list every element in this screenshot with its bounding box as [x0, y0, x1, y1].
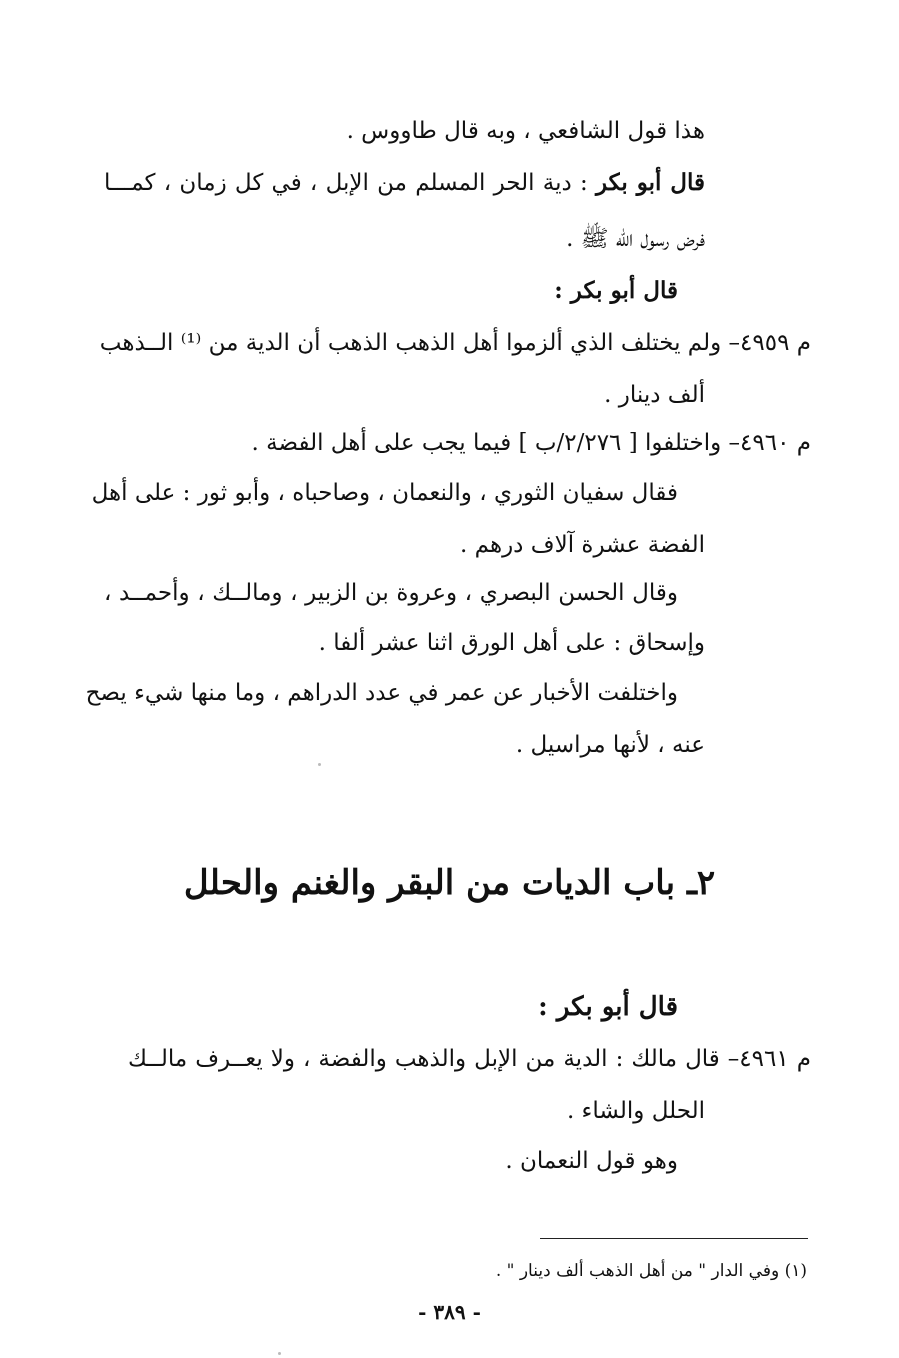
- text-line-15: وهو قول النعمان .: [505, 1148, 678, 1174]
- speaker-label: قال أبو بكر: [595, 169, 706, 196]
- text-line-1: هذا قول الشافعي ، وبه قال طاووس .: [346, 118, 705, 144]
- text-line-11: واختلفت الأخبار عن عمر في عدد الدراهم ، وما منها شيء يصح: [85, 680, 678, 706]
- text-line-3: فرض رسول الله ﷺ .: [566, 226, 705, 252]
- footnote-1: (١) وفي الدار " من أهل الذهب ألف دينار " .: [495, 1261, 807, 1281]
- text-line-14: الحلل والشاء .: [566, 1098, 705, 1124]
- paragraph-4961: م ٤٩٦١– قال مالك : الدية من الإبل والذهب والفضة ، ولا يعــرف مالــك: [128, 1046, 811, 1072]
- paragraph-4960: م ٤٩٦٠– واختلفوا [ ٢/٢٧٦/ب ] فيما يجب على أهل الفضة .: [251, 430, 811, 456]
- text-line-10: وإسحاق : على أهل الورق اثنا عشر ألفا .: [318, 630, 705, 656]
- paragraph-4959: م ٤٩٥٩– ولم يختلف الذي ألزموا أهل الذهب الذهب أن الدية من ⁽¹⁾ الــذهب: [99, 330, 811, 356]
- text-line-9: وقال الحسن البصري ، وعروة بن الزبير ، ومالــك ، وأحمــد ،: [104, 580, 678, 606]
- scan-speck: [278, 1352, 281, 1355]
- text-line-12: عنه ، لأنها مراسيل .: [515, 732, 705, 758]
- speaker-heading-1: قال أبو بكر :: [554, 277, 678, 304]
- scan-speck: [318, 763, 321, 766]
- page-number: - ٣٨٩ -: [418, 1300, 481, 1324]
- text-line-7: فقال سفيان الثوري ، والنعمان ، وصاحباه ، وأبو ثور : على أهل: [91, 480, 678, 506]
- text-line-2: قال أبو بكر : دية الحر المسلم من الإبل ، في كل زمان ، كمـــا: [104, 169, 706, 196]
- text-line-2-body: دية الحر المسلم من الإبل ، في كل زمان ، كمـــا: [104, 170, 572, 196]
- speaker-heading-2: قال أبو بكر :: [538, 992, 678, 1022]
- text-line-5: ألف دينار .: [604, 382, 705, 408]
- footnote-divider: [540, 1238, 808, 1239]
- text-line-8: الفضة عشرة آلاف درهم .: [460, 532, 705, 558]
- chapter-heading: ٢ـ باب الديات من البقر والغنم والحلل: [183, 863, 716, 903]
